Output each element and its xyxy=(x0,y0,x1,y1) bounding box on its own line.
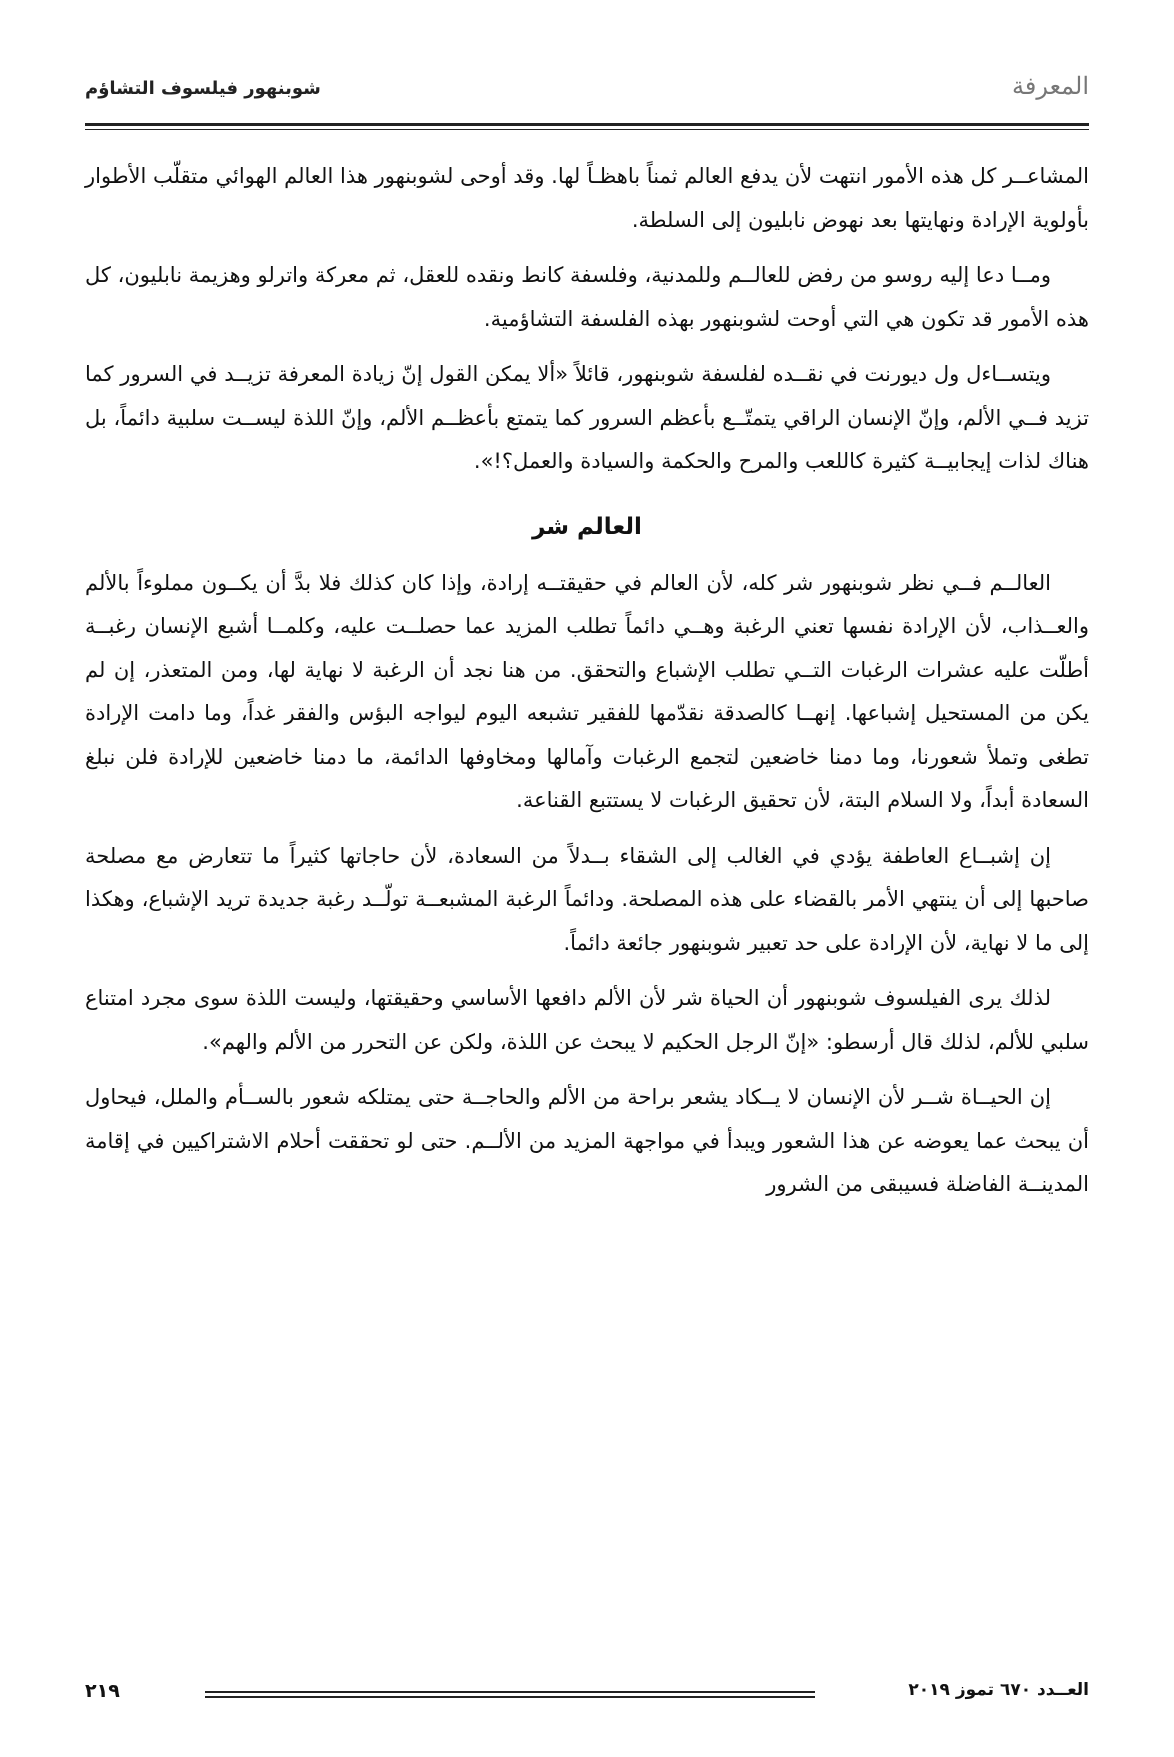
issue-info: العــدد ٦٧٠ تموز ٢٠١٩ xyxy=(908,1680,1089,1700)
paragraph: المشاعــر كل هذه الأمور انتهت لأن يدفع العالم ثمناً باهظـاً لها. وقد أوحى لشوبنهور هذا العالم الهوائي متقلّب الأطوار بأولوية الإرادة ونهايتها بعد نهوض نابليون إلى السلطة. xyxy=(85,164,1089,232)
paragraph: إن الحيــاة شــر لأن الإنسان لا يــكاد يشعر براحة من الألم والحاجــة حتى يمتلكه شعور بالســأم والملل، فيحاول أن يبحث عما يعوضه عن هذا الشعور ويبدأ في مواجهة المزيد من الألــم. حتى لو تحققت أحلام الاشتراكيين في إقامة المدينــة الفاضلة فسيبقى من الشرور xyxy=(85,1085,1089,1196)
paragraph: لذلك يرى الفيلسوف شوبنهور أن الحياة شر لأن الألم دافعها الأساسي وحقيقتها، وليست اللذة سوى مجرد امتناع سلبي للألم، لذلك قال أرسطو: «إنّ الرجل الحكيم لا يبحث عن اللذة، ولكن عن التحرر من الألم والهم». xyxy=(85,986,1089,1054)
paragraph: ويتســاءل ول ديورنت في نقــده لفلسفة شوبنهور، قائلاً «ألا يمكن القول إنّ زيادة المعرفة تزيــد في السرور كما تزيد فــي الألم، وإنّ الإنسان الراقي يتمتّــع بأعظم السرور كما يتمتع بأعظــم الألم، وإنّ اللذة ليســت سلبية دائماً، بل هناك لذات إيجابيــة كثيرة كاللعب والمرح والحكمة والسيادة والعمل؟!». xyxy=(85,362,1089,473)
page-header xyxy=(85,70,1089,110)
paragraph: ومــا دعا إليه روسو من رفض للعالــم وللمدنية، وفلسفة كانط ونقده للعقل، ثم معركة واترلو وهزيمة نابليون، كل هذه الأمور قد تكون هي التي أوحت لشوبنهور بهذه الفلسفة التشاؤمية. xyxy=(85,263,1089,331)
running-title: شوبنهور فيلسوف التشاؤم xyxy=(85,78,321,99)
paragraph: إن إشبــاع العاطفة يؤدي في الغالب إلى الشقاء بــدلاً من السعادة، لأن حاجاتها كثيراً ما تتعارض مع مصلحة صاحبها إلى أن ينتهي الأمر بالقضاء على هذه المصلحة. ودائماً الرغبة المشبعــة تولّــد رغبة جديدة تريد الإشباع، وهكذا إلى ما لا نهاية، لأن الإرادة على حد تعبير شوبنهور جائعة دائماً. xyxy=(85,843,1089,955)
footer-rule xyxy=(205,1691,815,1698)
page-footer xyxy=(85,1680,1089,1710)
header-rule xyxy=(85,123,1089,130)
article-body xyxy=(85,155,1089,1219)
section-heading: العالم شر xyxy=(532,513,642,540)
page-number: ٢١٩ xyxy=(85,1680,120,1702)
magazine-logo: المعرفة xyxy=(1011,72,1089,100)
paragraph: العالــم فــي نظر شوبنهور شر كله، لأن العالم في حقيقتــه إرادة، وإذا كان كذلك فلا بدَّ أن يكــون مملوءاً بالألم والعــذاب، لأن الإرادة نفسها تعني الرغبة وهــي دائماً تطلب المزيد عما حصلــت عليه، وكلمــا أشبع الإنسان رغبــة أطلّت عليه عشرات الرغبات التــي تطلب الإشباع والتحقق. من هنا نجد أن الرغبة لا نهاية لها، ومن المتعذر، إن لم يكن من المستحيل إشباعها. إنهــا كالصدقة نقدّمها للفقير تشبعه اليوم ليواجه البؤس والفقر غداً، وما دامت الإرادة تطغى وتملأ شعورنا، وما دمنا خاضعين لتجمع الرغبات وآمالها ومخاوفها الدائمة، ما دمنا خاضعين للإرادة فلن نبلغ السعادة أبداً، ولا السلام البتة، لأن تحقيق الرغبات لا يستتبع القناعة. xyxy=(85,570,1089,812)
